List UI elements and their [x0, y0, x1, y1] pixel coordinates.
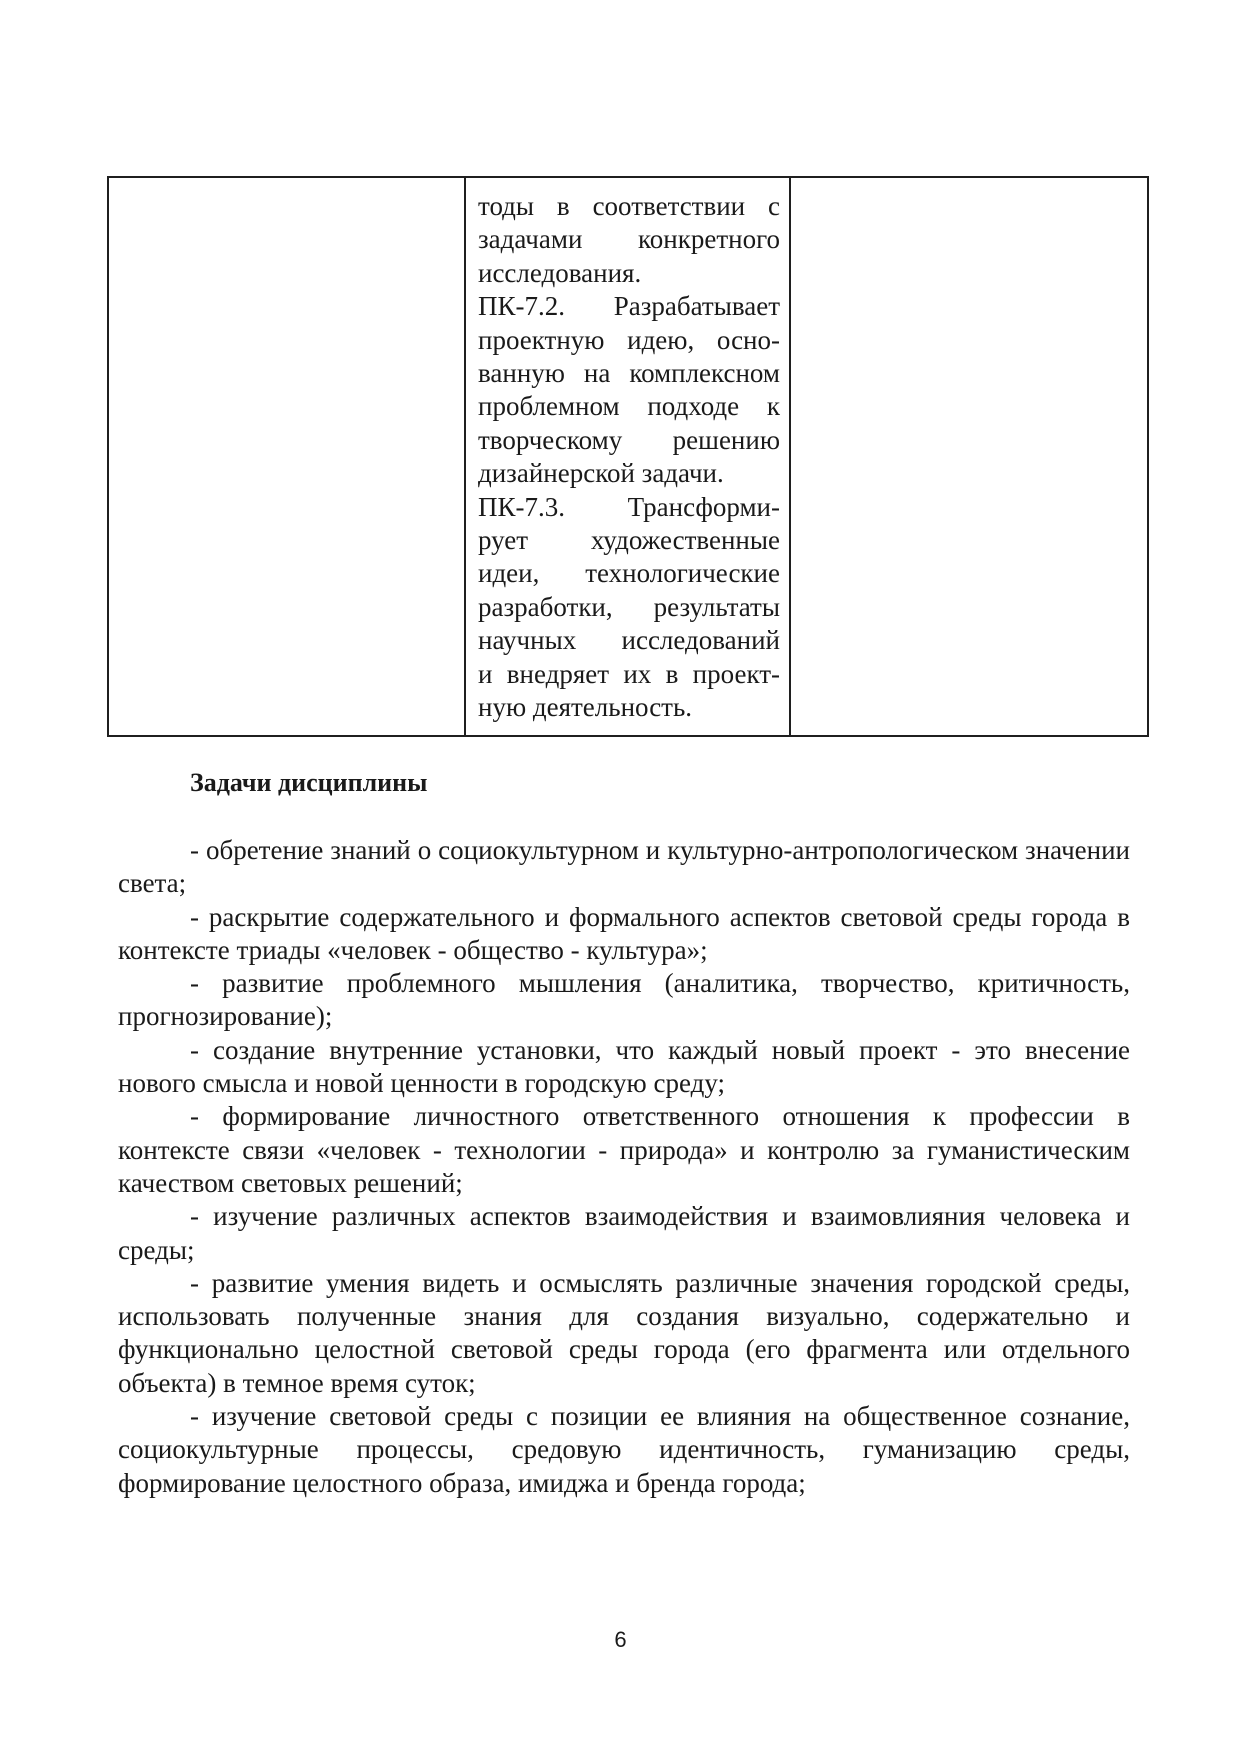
task-item: - развитие проблемного мышления (аналитика, творчество, критичность, прогнозирование);	[118, 968, 1130, 1032]
table-cell-competency	[108, 177, 465, 736]
task-item: - изучение различных аспектов взаимодействия и взаимовлияния человека и среды;	[118, 1201, 1130, 1265]
indicator-line: дизайнерской задачи.	[478, 458, 724, 489]
table-row	[108, 177, 1148, 736]
indicator-line: задачами конкретного	[478, 224, 780, 255]
indicator-line: проектную идею, осно-	[478, 324, 780, 355]
page-number: 6	[614, 1627, 627, 1652]
task-item: - раскрытие содержательного и формального аспектов световой среды города в контексте триады «человек - общество - культура»;	[118, 901, 1130, 965]
table-cell-indicators	[465, 177, 790, 736]
indicator-line: научных исследований	[478, 625, 780, 656]
task-item: - создание внутренние установки, что каждый новый проект - это внесение нового смысла и новой ценности в городскую среду;	[118, 1034, 1130, 1099]
indicator-line: исследования.	[478, 257, 642, 288]
indicator-line: ПК-7.2. Разрабатывает	[478, 291, 780, 322]
indicator-line: ванную на комплексном	[478, 358, 780, 389]
task-item: - обретение знаний о социокультурном и культурно-антропологическом значении света;	[118, 835, 1130, 899]
indicator-line: тоды в соответствии с	[478, 191, 780, 221]
indicator-line: рует художественные	[478, 525, 780, 556]
indicator-line: разработки, результаты	[478, 591, 780, 622]
table-cell-results	[790, 177, 1148, 736]
indicator-line: ПК-7.3. Трансформи-	[478, 491, 780, 522]
indicator-line: творческому решению	[478, 424, 780, 455]
indicators-text	[466, 178, 789, 735]
tasks-list	[118, 834, 1130, 1500]
competencies-table	[107, 176, 1149, 737]
task-item: - формирование личностного ответственного отношения к профессии в контексте связи «человек - технологии - природа» и контролю за гуманистическим качеством световых решений;	[118, 1101, 1130, 1198]
task-item: - развитие умения видеть и осмыслять различные значения городской среды, использовать полученные знания для создания визуально, содержательно и функционально целостной световой среды города (его фрагмента или отдельного объекта) в темное время суток;	[118, 1267, 1130, 1398]
task-item: - изучение световой среды с позиции ее влияния на общественное сознание, социокультурные процессы, средовую идентичность, гуманизацию среды, формирование целостного образа, имиджа и бренда города;	[118, 1401, 1130, 1498]
indicator-line: идеи, технологические	[478, 558, 780, 589]
section-heading: Задачи дисциплины	[190, 768, 428, 797]
indicator-line: проблемном подходе к	[478, 391, 780, 422]
indicator-line: ную деятельность.	[478, 692, 693, 723]
indicator-line: и внедряет их в проект-	[478, 658, 780, 689]
